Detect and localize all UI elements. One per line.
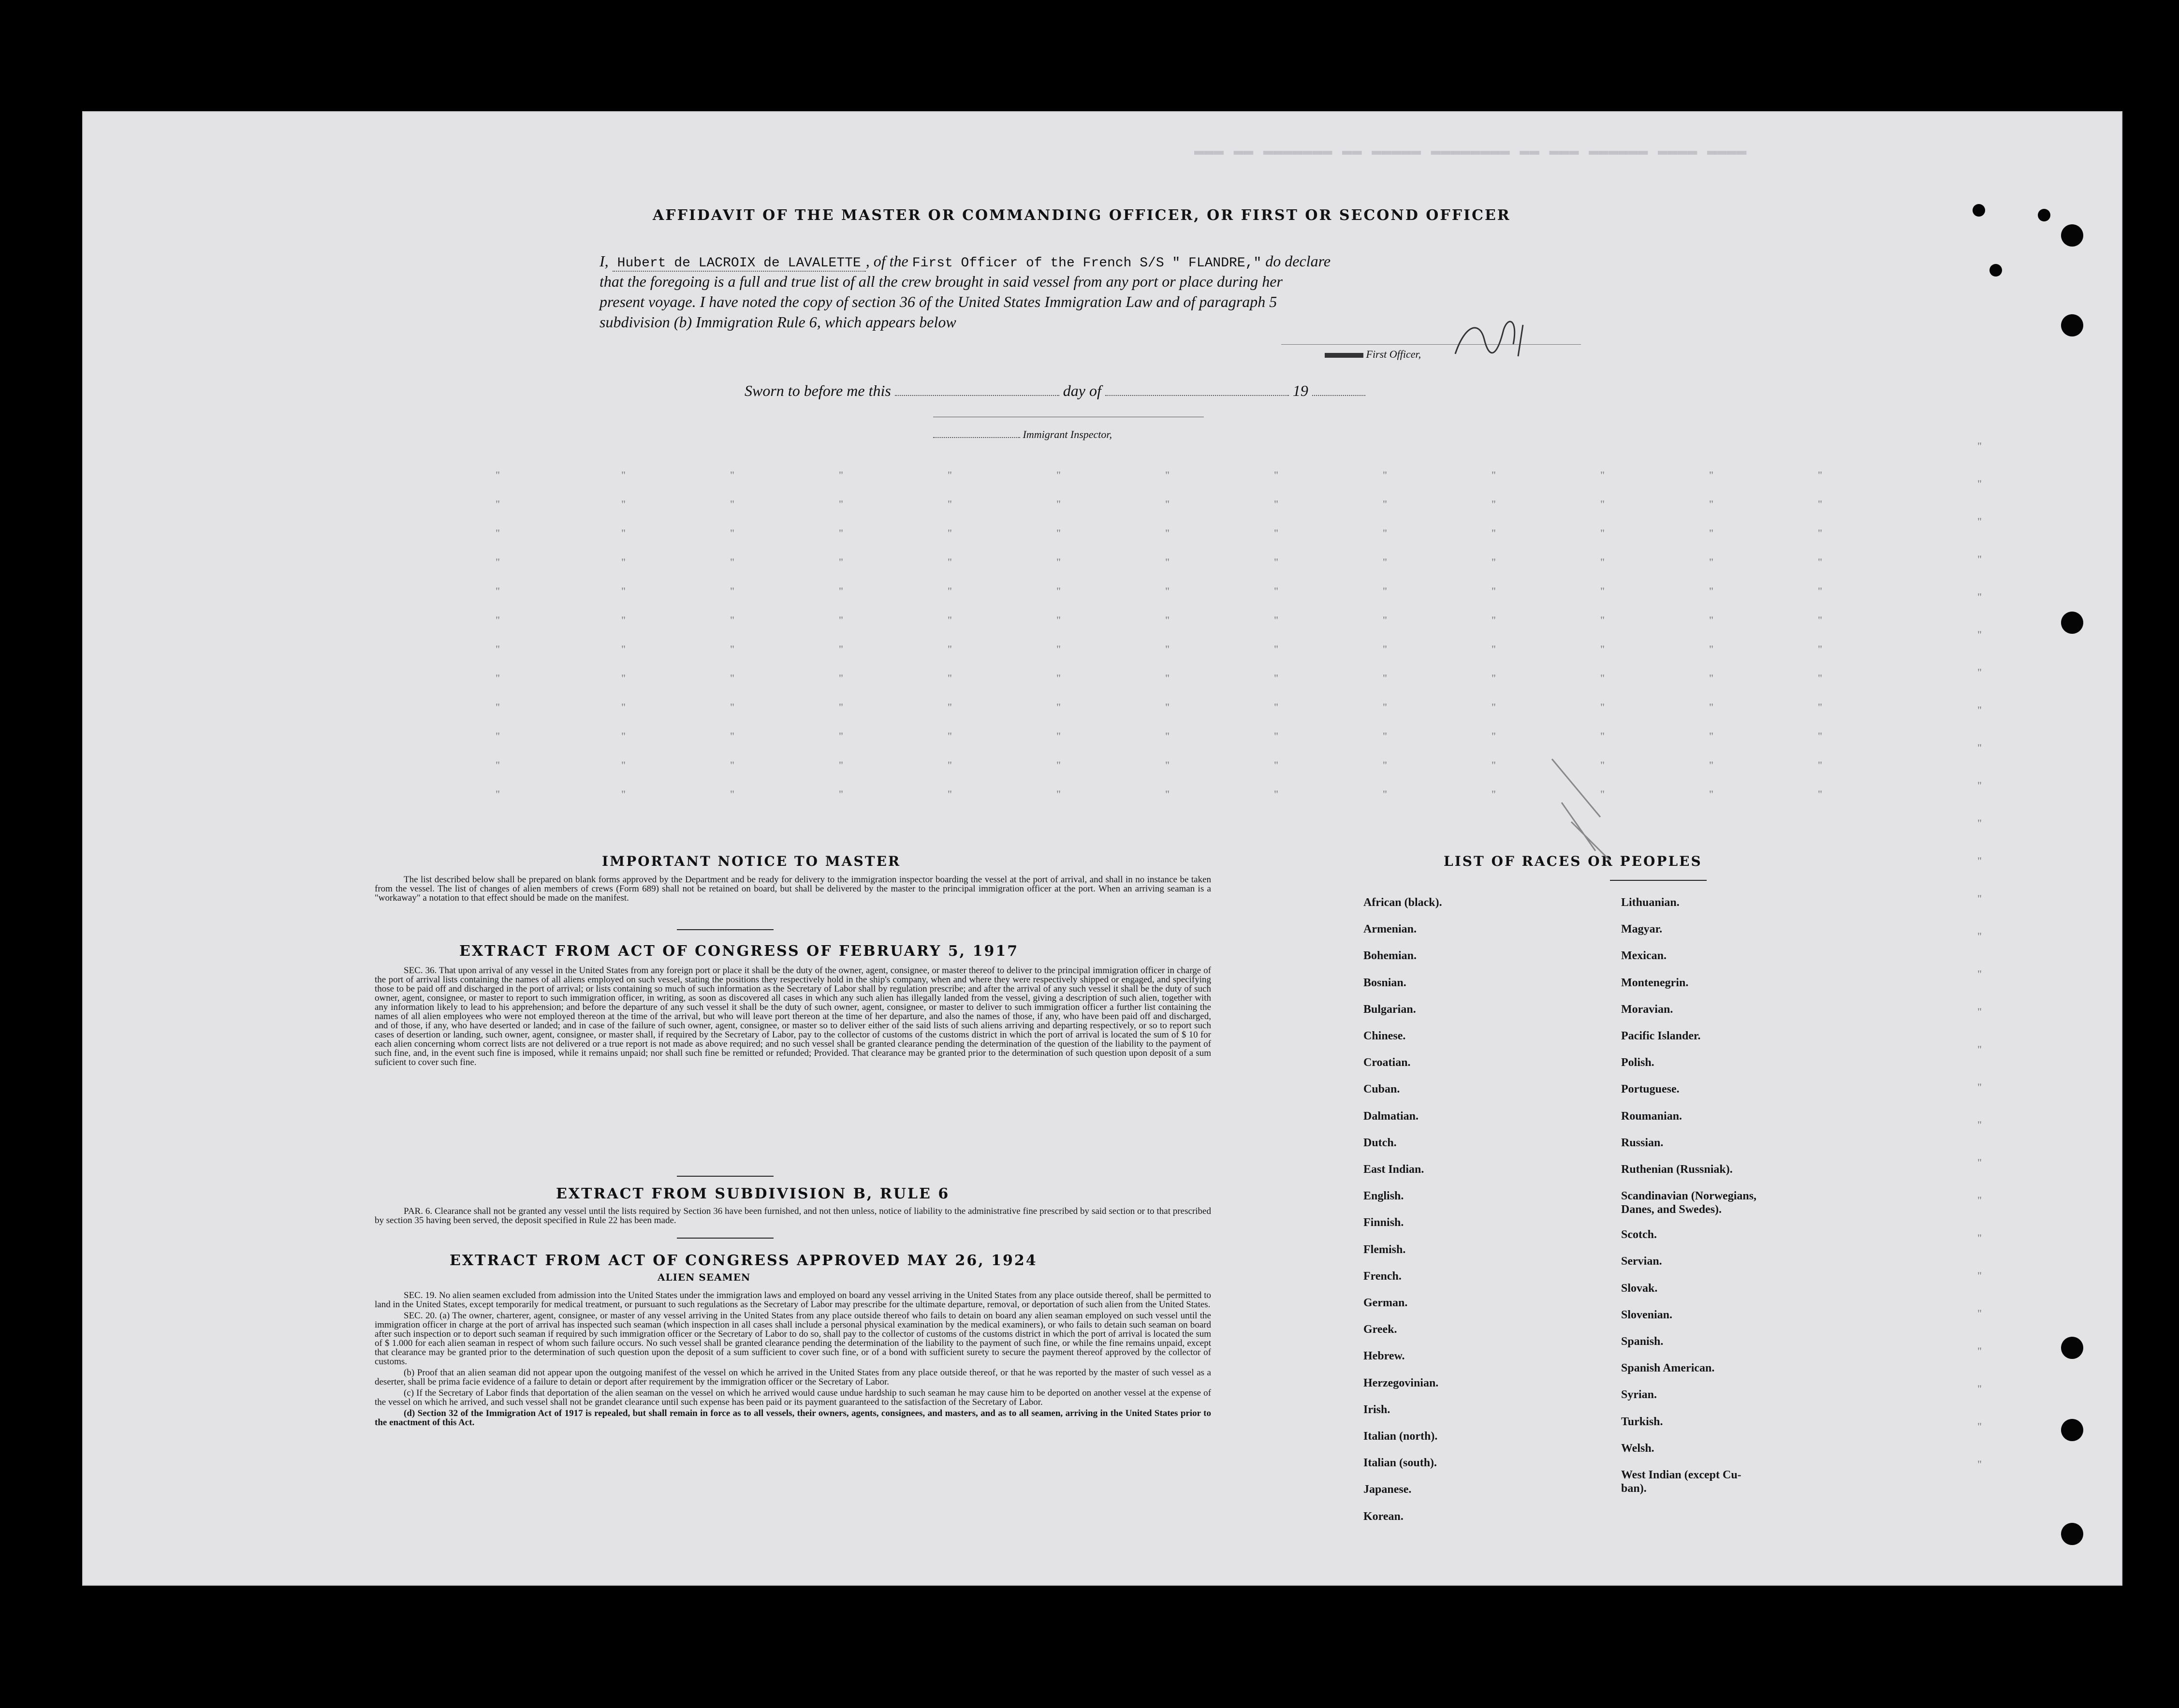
race-entry: Hebrew. [1363, 1350, 1405, 1363]
ditto-mark: " [621, 498, 626, 510]
race-entry: Montenegrin. [1621, 976, 1689, 989]
inspector-line [933, 428, 1112, 441]
binder-hole [2061, 1419, 2083, 1441]
declaration-declare: do declare [1265, 252, 1331, 270]
ditto-mark: " [496, 527, 500, 539]
declaration-prefix: I, [600, 252, 609, 270]
ditto-mark: " [1056, 498, 1061, 510]
ditto-mark: " [1600, 643, 1605, 655]
ditto-mark: " [1492, 672, 1496, 684]
ditto-mark: " [1709, 585, 1713, 597]
ditto-mark: " [1600, 672, 1605, 684]
race-entry: Turkish. [1621, 1415, 1663, 1428]
ditto-mark: " [1977, 440, 1982, 452]
ditto-mark: " [1383, 759, 1387, 771]
ditto-mark: " [1165, 556, 1170, 568]
ditto-mark: " [1165, 585, 1170, 597]
ditto-mark: " [1977, 742, 1982, 754]
ditto-mark: " [839, 701, 843, 713]
race-entry: Bulgarian. [1363, 1003, 1416, 1016]
ditto-mark: " [1274, 788, 1278, 800]
ditto-mark: " [1818, 643, 1822, 655]
ditto-mark: " [1818, 556, 1822, 568]
sworn-day-of: day of [1063, 382, 1101, 399]
section-20c-paragraph: (c) If the Secretary of Labor finds that deportation of the alien seaman on the vessel on which he arrived would cause undue hardship to such seaman he may cause him to be deported on another vessel at the expense of the vessel on which he arrived, and such vessel shall not be grandet clearance until such expense has been paid or its payment guaranteed to the satisfaction of the Secretary of Labor. [375, 1388, 1211, 1407]
ditto-mark: " [1492, 701, 1496, 713]
ditto-mark: " [839, 469, 843, 481]
ditto-mark: " [621, 614, 626, 626]
ditto-mark: " [1977, 1043, 1982, 1055]
race-entry: Bohemian. [1363, 949, 1417, 963]
ditto-mark: " [730, 701, 734, 713]
ditto-mark: " [1600, 469, 1605, 481]
ditto-mark: " [730, 585, 734, 597]
ditto-mark: " [1383, 469, 1387, 481]
ditto-mark: " [1709, 614, 1713, 626]
ditto-mark: " [1383, 730, 1387, 742]
ditto-mark: " [1977, 1081, 1982, 1093]
ditto-mark: " [1383, 643, 1387, 655]
declaration-line-2: that the foregoing is a full and true list of all the crew brought in said vessel from any port or place during her [600, 273, 1283, 290]
ditto-mark: " [1165, 527, 1170, 539]
ditto-mark: " [1165, 614, 1170, 626]
binder-hole [1989, 264, 2002, 277]
race-entry: Ruthenian (Russniak). [1621, 1163, 1733, 1176]
ditto-mark: " [1709, 759, 1713, 771]
ditto-mark: " [948, 614, 952, 626]
ditto-mark: " [1492, 730, 1496, 742]
ditto-mark: " [1492, 498, 1496, 510]
ditto-mark: " [496, 730, 500, 742]
ditto-mark: " [839, 614, 843, 626]
signature-caption [1325, 348, 1421, 361]
ditto-mark: " [1383, 556, 1387, 568]
ditto-mark: " [1977, 666, 1982, 678]
officer-name: Hubert de LACROIX de LAVALETTE [613, 256, 866, 272]
extract-1917-title: EXTRACT FROM ACT OF CONGRESS OF FEBRUARY 5, 1917 [459, 943, 1019, 960]
race-entry: Dutch. [1363, 1136, 1397, 1149]
officer-caption: First Officer, [1366, 348, 1421, 360]
ditto-mark: " [1383, 788, 1387, 800]
officer-signature [1450, 310, 1547, 364]
race-entry: Mexican. [1621, 949, 1667, 963]
ditto-mark: " [496, 759, 500, 771]
race-entry: Slovenian. [1621, 1308, 1673, 1321]
ditto-mark: " [1383, 614, 1387, 626]
race-entry: German. [1363, 1297, 1408, 1309]
section-20a-paragraph: SEC. 20. (a) The owner, charterer, agent, consignee, or master of any vessel arriving in the United States from any place outside thereof who fails to detain on board any alien seaman employed on such vessel until the immigration officer in charge at the port of arrival has inspected such seaman (which inspection in all cases shall include a personal physical examination by the medical examiners), or who fails to detain such seaman on board after such inspection or to deport such seaman if required by such immigration officer or the Secretary of Labor to do so, shall pay to the collector of customs of the customs district in which the port of arrival is located the sum of $ 1.000 for each alien seaman in respect of whom such failure occurs. No such vessel shall be granted clearance pending the determination of the liability to the payment of such fine, or while the fine remains unpaid, except that clearance may be granted prior to the determination of such question upon the deposit of a sum sufficient to cover such fine, or of a bond with sufficient surety to secure the payment thereof approved by the collector of customs. [375, 1311, 1211, 1367]
ditto-mark: " [1492, 643, 1496, 655]
ditto-mark: " [1818, 672, 1822, 684]
race-entry: Croatian. [1363, 1056, 1411, 1069]
race-entry: Bosnian. [1363, 976, 1406, 989]
race-entry: Spanish American. [1621, 1362, 1715, 1375]
pencil-marks [1542, 749, 1620, 865]
extract-1924-title: EXTRACT FROM ACT OF CONGRESS APPROVED MAY 26, 1924 [450, 1252, 1038, 1269]
ditto-mark: " [839, 730, 843, 742]
ditto-mark: " [948, 788, 952, 800]
ditto-mark: " [730, 498, 734, 510]
ditto-mark: " [730, 527, 734, 539]
ditto-mark: " [948, 556, 952, 568]
ditto-mark: " [1165, 788, 1170, 800]
race-entry: Italian (north). [1363, 1430, 1438, 1443]
ditto-mark: " [1274, 759, 1278, 771]
ditto-mark: " [1274, 585, 1278, 597]
ditto-mark: " [1274, 527, 1278, 539]
divider [1610, 880, 1707, 881]
ditto-mark: " [1056, 730, 1061, 742]
notice-paragraph: The list described below shall be prepared on blank forms approved by the Department and be ready for delivery to the immigration inspector boarding the vessel at the port of arrival, and shall in no instance be taken from the vessel. The list of changes of alien members of crews (Form 689) shall not be retained on board, but shall be delivered by the master to the principal immigration officer at the port. When an arriving seaman is a "workaway" a notation to that effect should be made on the manifest. [375, 875, 1211, 903]
ditto-mark: " [730, 469, 734, 481]
ditto-mark: " [496, 701, 500, 713]
ditto-mark: " [1492, 527, 1496, 539]
ditto-mark: " [1492, 469, 1496, 481]
ditto-mark: " [1274, 498, 1278, 510]
ditto-mark: " [1977, 1307, 1982, 1319]
ditto-mark: " [1818, 527, 1822, 539]
ditto-mark: " [1977, 1232, 1982, 1244]
race-entry: Polish. [1621, 1056, 1654, 1069]
ditto-mark: " [1600, 498, 1605, 510]
race-entry: Russian. [1621, 1136, 1664, 1149]
binder-hole [1973, 204, 1985, 217]
ditto-mark: " [1274, 614, 1278, 626]
ditto-mark: " [1977, 1194, 1982, 1206]
declaration-line-4: subdivision (b) Immigration Rule 6, which appears below [600, 313, 956, 331]
ditto-mark: " [1818, 701, 1822, 713]
race-entry: English. [1363, 1190, 1404, 1203]
sworn-year-blank [1312, 395, 1365, 396]
ditto-mark: " [1056, 585, 1061, 597]
divider [677, 1176, 774, 1177]
ditto-mark: " [1977, 855, 1982, 867]
race-entry: Roumanian. [1621, 1109, 1682, 1123]
ditto-mark: " [1600, 585, 1605, 597]
alien-seamen-subtitle: ALIEN SEAMEN [658, 1271, 751, 1283]
ditto-mark: " [1492, 614, 1496, 626]
race-entry: Irish. [1363, 1403, 1390, 1416]
ditto-mark: " [1165, 730, 1170, 742]
ditto-mark: " [948, 643, 952, 655]
race-entry: Herzegovinian. [1363, 1376, 1439, 1389]
ditto-mark: " [1709, 672, 1713, 684]
manifest-page [82, 111, 2122, 1586]
ditto-mark: " [1056, 527, 1061, 539]
ditto-mark: " [1818, 730, 1822, 742]
ditto-mark: " [1977, 591, 1982, 603]
declaration-of: , of the [865, 252, 908, 270]
ditto-mark: " [839, 643, 843, 655]
extract-rule6-body [375, 1207, 1211, 1227]
ditto-mark: " [496, 585, 500, 597]
binder-hole [2061, 612, 2083, 634]
ditto-mark: " [621, 527, 626, 539]
sworn-line [745, 382, 1365, 400]
ditto-mark: " [1977, 704, 1982, 716]
declaration-line-1 [600, 252, 1331, 271]
ditto-mark: " [1709, 788, 1713, 800]
ditto-mark: " [839, 585, 843, 597]
race-entry: Portuguese. [1621, 1083, 1680, 1096]
ditto-mark: " [839, 556, 843, 568]
ditto-mark: " [1383, 527, 1387, 539]
notice-body [375, 875, 1211, 905]
ditto-mark: " [1977, 1006, 1982, 1018]
sworn-text: Sworn to before me this [745, 382, 891, 399]
ditto-mark: " [1977, 817, 1982, 829]
ditto-mark: " [496, 672, 500, 684]
ditto-mark: " [1492, 585, 1496, 597]
ditto-mark: " [1056, 469, 1061, 481]
ditto-mark: " [1818, 469, 1822, 481]
race-entry: Flemish. [1363, 1243, 1406, 1256]
ditto-mark: " [621, 643, 626, 655]
ditto-mark: " [621, 672, 626, 684]
race-entry: Chinese. [1363, 1030, 1406, 1042]
race-entry: Lithuanian. [1621, 896, 1680, 909]
ditto-mark: " [1165, 643, 1170, 655]
ditto-mark: " [1709, 527, 1713, 539]
race-entry: Servian. [1621, 1255, 1662, 1268]
ditto-mark: " [948, 527, 952, 539]
ditto-mark: " [1056, 701, 1061, 713]
declaration-line-3: present voyage. I have noted the copy of section 36 of the United States Immigration Law and of paragraph 5 [600, 293, 1277, 310]
binder-hole [2061, 314, 2083, 336]
inspector-caption: Immigrant Inspector, [1023, 428, 1112, 440]
ditto-mark: " [1977, 628, 1982, 641]
ditto-mark: " [1709, 643, 1713, 655]
ditto-mark: " [1600, 701, 1605, 713]
ditto-mark: " [621, 556, 626, 568]
ditto-mark: " [1274, 672, 1278, 684]
ditto-mark: " [839, 759, 843, 771]
race-entry: Slovak. [1621, 1282, 1658, 1295]
race-entry: Cuban. [1363, 1083, 1400, 1096]
ditto-mark: " [1977, 968, 1982, 980]
race-entry: Pacific Islander. [1621, 1030, 1701, 1042]
ditto-mark: " [1165, 469, 1170, 481]
ditto-mark: " [1977, 1345, 1982, 1357]
ditto-mark: " [621, 701, 626, 713]
race-entry: Japanese. [1363, 1483, 1412, 1496]
ditto-mark: " [730, 759, 734, 771]
ditto-mark: " [730, 730, 734, 742]
divider [677, 929, 774, 930]
ditto-mark: " [948, 730, 952, 742]
binder-hole [2038, 209, 2050, 221]
ditto-mark: " [839, 788, 843, 800]
ditto-mark: " [621, 730, 626, 742]
ditto-mark: " [621, 759, 626, 771]
ditto-mark: " [1818, 498, 1822, 510]
ditto-mark: " [1274, 701, 1278, 713]
ditto-mark: " [839, 527, 843, 539]
race-entry: French. [1363, 1270, 1402, 1283]
race-entry: Syrian. [1621, 1388, 1657, 1401]
ditto-mark: " [1709, 498, 1713, 510]
ditto-mark: " [1383, 585, 1387, 597]
ditto-mark: " [1056, 556, 1061, 568]
race-entry: Spanish. [1621, 1335, 1664, 1348]
ditto-mark: " [948, 672, 952, 684]
ditto-mark: " [730, 643, 734, 655]
ditto-mark: " [1977, 553, 1982, 565]
ditto-mark: " [730, 614, 734, 626]
ditto-mark: " [1977, 779, 1982, 791]
affidavit-title: AFFIDAVIT OF THE MASTER OR COMMANDING OFFICER, OR FIRST OR SECOND OFFICER [653, 207, 1511, 224]
ditto-mark: " [1600, 556, 1605, 568]
ditto-mark: " [1709, 730, 1713, 742]
ditto-mark: " [1165, 759, 1170, 771]
sworn-month-blank [1105, 395, 1289, 396]
ditto-mark: " [839, 498, 843, 510]
ditto-mark: " [1818, 614, 1822, 626]
ditto-mark: " [1056, 672, 1061, 684]
ditto-mark: " [1492, 759, 1496, 771]
paragraph-6: PAR. 6. Clearance shall not be granted any vessel until the lists required by Section 36 have been furnished, and not then unless, notice of liability to the administrative fine prescribed by said section or to that prescribed by section 35 having been served, the deposit specified in Rule 22 has been made. [375, 1206, 1211, 1226]
ditto-mark: " [1165, 498, 1170, 510]
ditto-mark: " [1818, 759, 1822, 771]
race-entry: Dalmatian. [1363, 1109, 1419, 1123]
race-entry: West Indian (except Cu- ban). [1621, 1469, 1741, 1495]
ditto-mark: " [1977, 1270, 1982, 1282]
bleed-through-text: ▬▬▬ ▬▬ ▬▬▬▬▬▬▬ ▬▬ ▬▬▬▬▬ ▬▬▬▬▬▬▬▬ ▬▬ ▬▬▬ ▬▬▬▬▬▬ ▬▬▬▬ ▬▬▬▬ [1194, 145, 1747, 163]
ditto-mark: " [621, 788, 626, 800]
race-entry: Scandinavian (Norwegians, Danes, and Swedes). [1621, 1190, 1757, 1216]
ditto-mark: " [621, 469, 626, 481]
ditto-mark: " [1709, 556, 1713, 568]
ditto-mark: " [621, 585, 626, 597]
notice-title: IMPORTANT NOTICE TO MASTER [602, 853, 901, 869]
inspector-blank [933, 437, 1020, 438]
race-entry: East Indian. [1363, 1163, 1424, 1176]
ditto-mark: " [1977, 1420, 1982, 1432]
ditto-mark: " [1165, 672, 1170, 684]
ditto-mark: " [730, 672, 734, 684]
divider [677, 1238, 774, 1239]
ditto-mark: " [1056, 759, 1061, 771]
ditto-mark: " [1977, 515, 1982, 527]
race-entry: Moravian. [1621, 1003, 1673, 1016]
ditto-mark: " [496, 469, 500, 481]
ditto-mark: " [1709, 469, 1713, 481]
ditto-mark: " [496, 498, 500, 510]
section-19-paragraph: SEC. 19. No alien seamen excluded from admission into the United States under the immigration laws and employed on board any vessel arriving in the United States from any place outside thereof, shall be permitted to land in the United States, except temporarily for medical treatment, or pursuant to such regulations as the Secretary of Labor may prescribe for the ultimate departure, removal, or deportation of such alien from the United States. [375, 1290, 1211, 1310]
ditto-mark: " [948, 469, 952, 481]
race-entry: Finnish. [1363, 1216, 1404, 1229]
binder-hole [2061, 1337, 2083, 1359]
ditto-mark: " [1274, 556, 1278, 568]
ditto-mark: " [1492, 788, 1496, 800]
extract-rule6-title: EXTRACT FROM SUBDIVISION B, RULE 6 [556, 1185, 950, 1202]
ditto-mark: " [496, 614, 500, 626]
ditto-mark: " [730, 556, 734, 568]
ditto-mark: " [1600, 614, 1605, 626]
ditto-mark: " [1977, 1119, 1982, 1131]
extract-1924-body [375, 1291, 1211, 1429]
ditto-mark: " [1492, 556, 1496, 568]
race-entry: Italian (south). [1363, 1457, 1437, 1470]
ditto-mark: " [1383, 701, 1387, 713]
ditto-mark: " [1977, 1383, 1982, 1395]
races-title: LIST OF RACES OR PEOPLES [1444, 853, 1702, 869]
ditto-mark: " [1600, 527, 1605, 539]
ditto-mark: " [730, 788, 734, 800]
ditto-mark: " [1274, 469, 1278, 481]
ditto-mark: " [1977, 478, 1982, 490]
ditto-mark: " [1977, 892, 1982, 905]
ditto-mark: " [948, 701, 952, 713]
ditto-mark: " [496, 643, 500, 655]
race-entry: Greek. [1363, 1323, 1397, 1336]
ditto-mark: " [1056, 643, 1061, 655]
race-entry: Korean. [1363, 1510, 1404, 1523]
ditto-mark: " [948, 498, 952, 510]
ditto-mark: " [1383, 498, 1387, 510]
ditto-mark: " [839, 672, 843, 684]
race-entry: Welsh. [1621, 1442, 1654, 1455]
ditto-mark: " [1709, 701, 1713, 713]
ditto-mark: " [1977, 1458, 1982, 1470]
race-entry: African (black). [1363, 896, 1442, 909]
section-36-paragraph: SEC. 36. That upon arrival of any vessel in the United States from any foreign port or place it shall be the duty of the owner, agent, consignee, or master thereof to deliver to the principal immigration officer in charge of the port of arrival lists containing the names of all aliens employed on such vessel, stating the positions they respectively hold in the ship's company, when and where they were respectively shipped or engaged, and specifying those to be paid off and discharged in the port of arrival; or lists containing so much of such information as the Secretary of Labor shall by regulation prescribe; and after the arrival of any such vessel it shall be the duty of such owner, agent, consignee, or master to report to such immigration officer, in writing, as soon as discovered all cases in which any such alien has illegally landed from the vessel, giving a description of such alien, together with any information likely to lead to his apprehension; and before the departure of any such vessel it shall be the duty of such owner, agent, consignee, or master to deliver to such immigration officer a further list containing the names of all alien employees who were not employed thereon at the time of the arrival, but who will leave port thereon at the time of her departure, and also the names of those, if any, who have been paid off and discharged, and of those, if any, who have deserted or landed; and in case of the failure of such owner, agent, consignee, or master so to deliver either of the said lists of such aliens arriving and departing respectively, or so to report such cases of desertion or landing, such owner, agent, consignee, or master shall, if required by the Secretary of Labor, pay to the collector of customs of the customs district in which the port of arrival is located the sum of $ 10 for each alien concerning whom correct lists are not delivered or a true report is not made as above required; and no such vessel shall be granted clearance pending the determination of the question of the liability to the payment of such fine, and, in the event such fine is imposed, while it remains unpaid; nor shall such fine be remitted or refunded; Provided. That clearance may be granted prior to the determination of such question upon deposit of a sum suficient to cover such fine. [375, 965, 1211, 1067]
ditto-mark: " [1600, 788, 1605, 800]
ditto-mark: " [1818, 788, 1822, 800]
binder-hole [2061, 1523, 2083, 1545]
ditto-mark: " [1056, 788, 1061, 800]
ditto-mark: " [1165, 701, 1170, 713]
ship-description: First Officer of the French S/S " FLANDRE," [912, 256, 1262, 271]
sworn-day-blank [895, 395, 1059, 396]
ditto-mark: " [496, 788, 500, 800]
ditto-mark: " [1274, 643, 1278, 655]
ditto-mark: " [948, 585, 952, 597]
section-20d-paragraph: (d) Section 32 of the Immigration Act of 1917 is repealed, but shall remain in force as to all vessels, their owners, agents, consignees, and masters, and as to all seamen, arriving in the United States prior to the enactment of this Act. [375, 1408, 1211, 1428]
ditto-mark: " [948, 759, 952, 771]
ditto-mark: " [1818, 585, 1822, 597]
struck-out-text [1325, 353, 1363, 358]
ditto-mark: " [1977, 1156, 1982, 1168]
race-entry: Magyar. [1621, 923, 1663, 936]
race-entry: Armenian. [1363, 923, 1417, 936]
ditto-mark: " [496, 556, 500, 568]
section-20b-paragraph: (b) Proof that an alien seaman did not appear upon the outgoing manifest of the vessel on which he arrived in the United States from any place outside thereof, or that he was reported by the master of such vessel as a deserter, shall be prima facie evidence of a failure to detain or deport after requirement by the immigration officer or the Secretary of Labor. [375, 1368, 1211, 1387]
binder-hole [2061, 224, 2083, 247]
ditto-mark: " [1274, 730, 1278, 742]
ditto-mark: " [1600, 759, 1605, 771]
ditto-mark: " [1600, 730, 1605, 742]
race-entry: Scotch. [1621, 1228, 1657, 1241]
extract-1917-body [375, 966, 1211, 1069]
sworn-year: 19 [1292, 382, 1308, 399]
ditto-mark: " [1383, 672, 1387, 684]
ditto-mark: " [1977, 930, 1982, 942]
ditto-mark: " [1056, 614, 1061, 626]
